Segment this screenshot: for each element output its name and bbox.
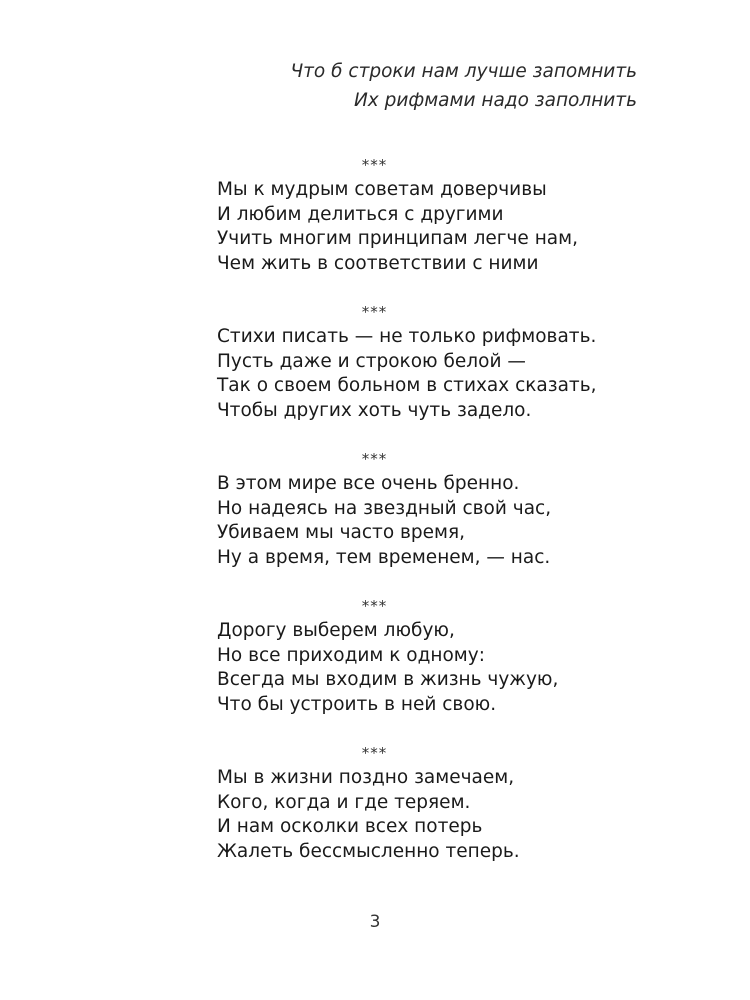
poem-4 xyxy=(217,593,637,717)
poem-line: Что бы устроить в ней свою. xyxy=(217,693,497,715)
poem-line: Чтобы других хоть чуть задело. xyxy=(217,399,532,421)
poem-2 xyxy=(217,299,637,423)
poem-line: Учить многим принципам легче нам, xyxy=(217,228,578,249)
poem-line: Мы в жизни поздно замечаем, xyxy=(217,767,515,788)
epigraph-line: Что б строки нам лучше запомнить xyxy=(290,61,637,82)
poem-line: И любим делиться с другими xyxy=(217,203,504,225)
poem-line: Но надеясь на звездный свой час, xyxy=(217,497,552,519)
poem-3 xyxy=(217,446,637,570)
page-number: 3 xyxy=(369,912,381,932)
epigraph-line: Их рифмами надо заполнить xyxy=(353,90,637,111)
poem-1 xyxy=(217,152,637,276)
poem-line: Пусть даже и строкою белой — xyxy=(217,350,526,372)
epigraph xyxy=(290,57,637,115)
poem-line: И нам осколки всех потерь xyxy=(217,816,483,837)
poem-line: Мы к мудрым советам доверчивы xyxy=(217,179,547,200)
poem-line: Ну а время, тем временем, — нас. xyxy=(217,546,551,568)
poem-separator: *** xyxy=(361,303,388,321)
poem-line: Стихи писать — не только рифмовать. xyxy=(217,326,597,347)
poem-line: Дорогу выберем любую, xyxy=(217,620,455,641)
poem-line: Кого, когда и где теряем. xyxy=(217,791,471,813)
poem-separator: *** xyxy=(361,450,388,468)
poem-line: Убиваем мы часто время, xyxy=(217,522,466,543)
poem-line: Жалеть бессмысленно теперь. xyxy=(217,840,520,862)
poem-line: В этом мире все очень бренно. xyxy=(217,473,520,494)
poem-line: Чем жить в соответствии с ними xyxy=(217,252,539,274)
poem-5 xyxy=(217,740,637,864)
poem-line: Всегда мы входим в жизнь чужую, xyxy=(217,669,559,690)
poem-line: Так о своем больном в стихах сказать, xyxy=(217,375,597,396)
poem-separator: *** xyxy=(361,744,388,762)
poem-separator: *** xyxy=(361,156,388,174)
poem-line: Но все приходим к одному: xyxy=(217,644,485,666)
poems-column xyxy=(217,152,637,887)
poem-separator: *** xyxy=(361,597,388,615)
